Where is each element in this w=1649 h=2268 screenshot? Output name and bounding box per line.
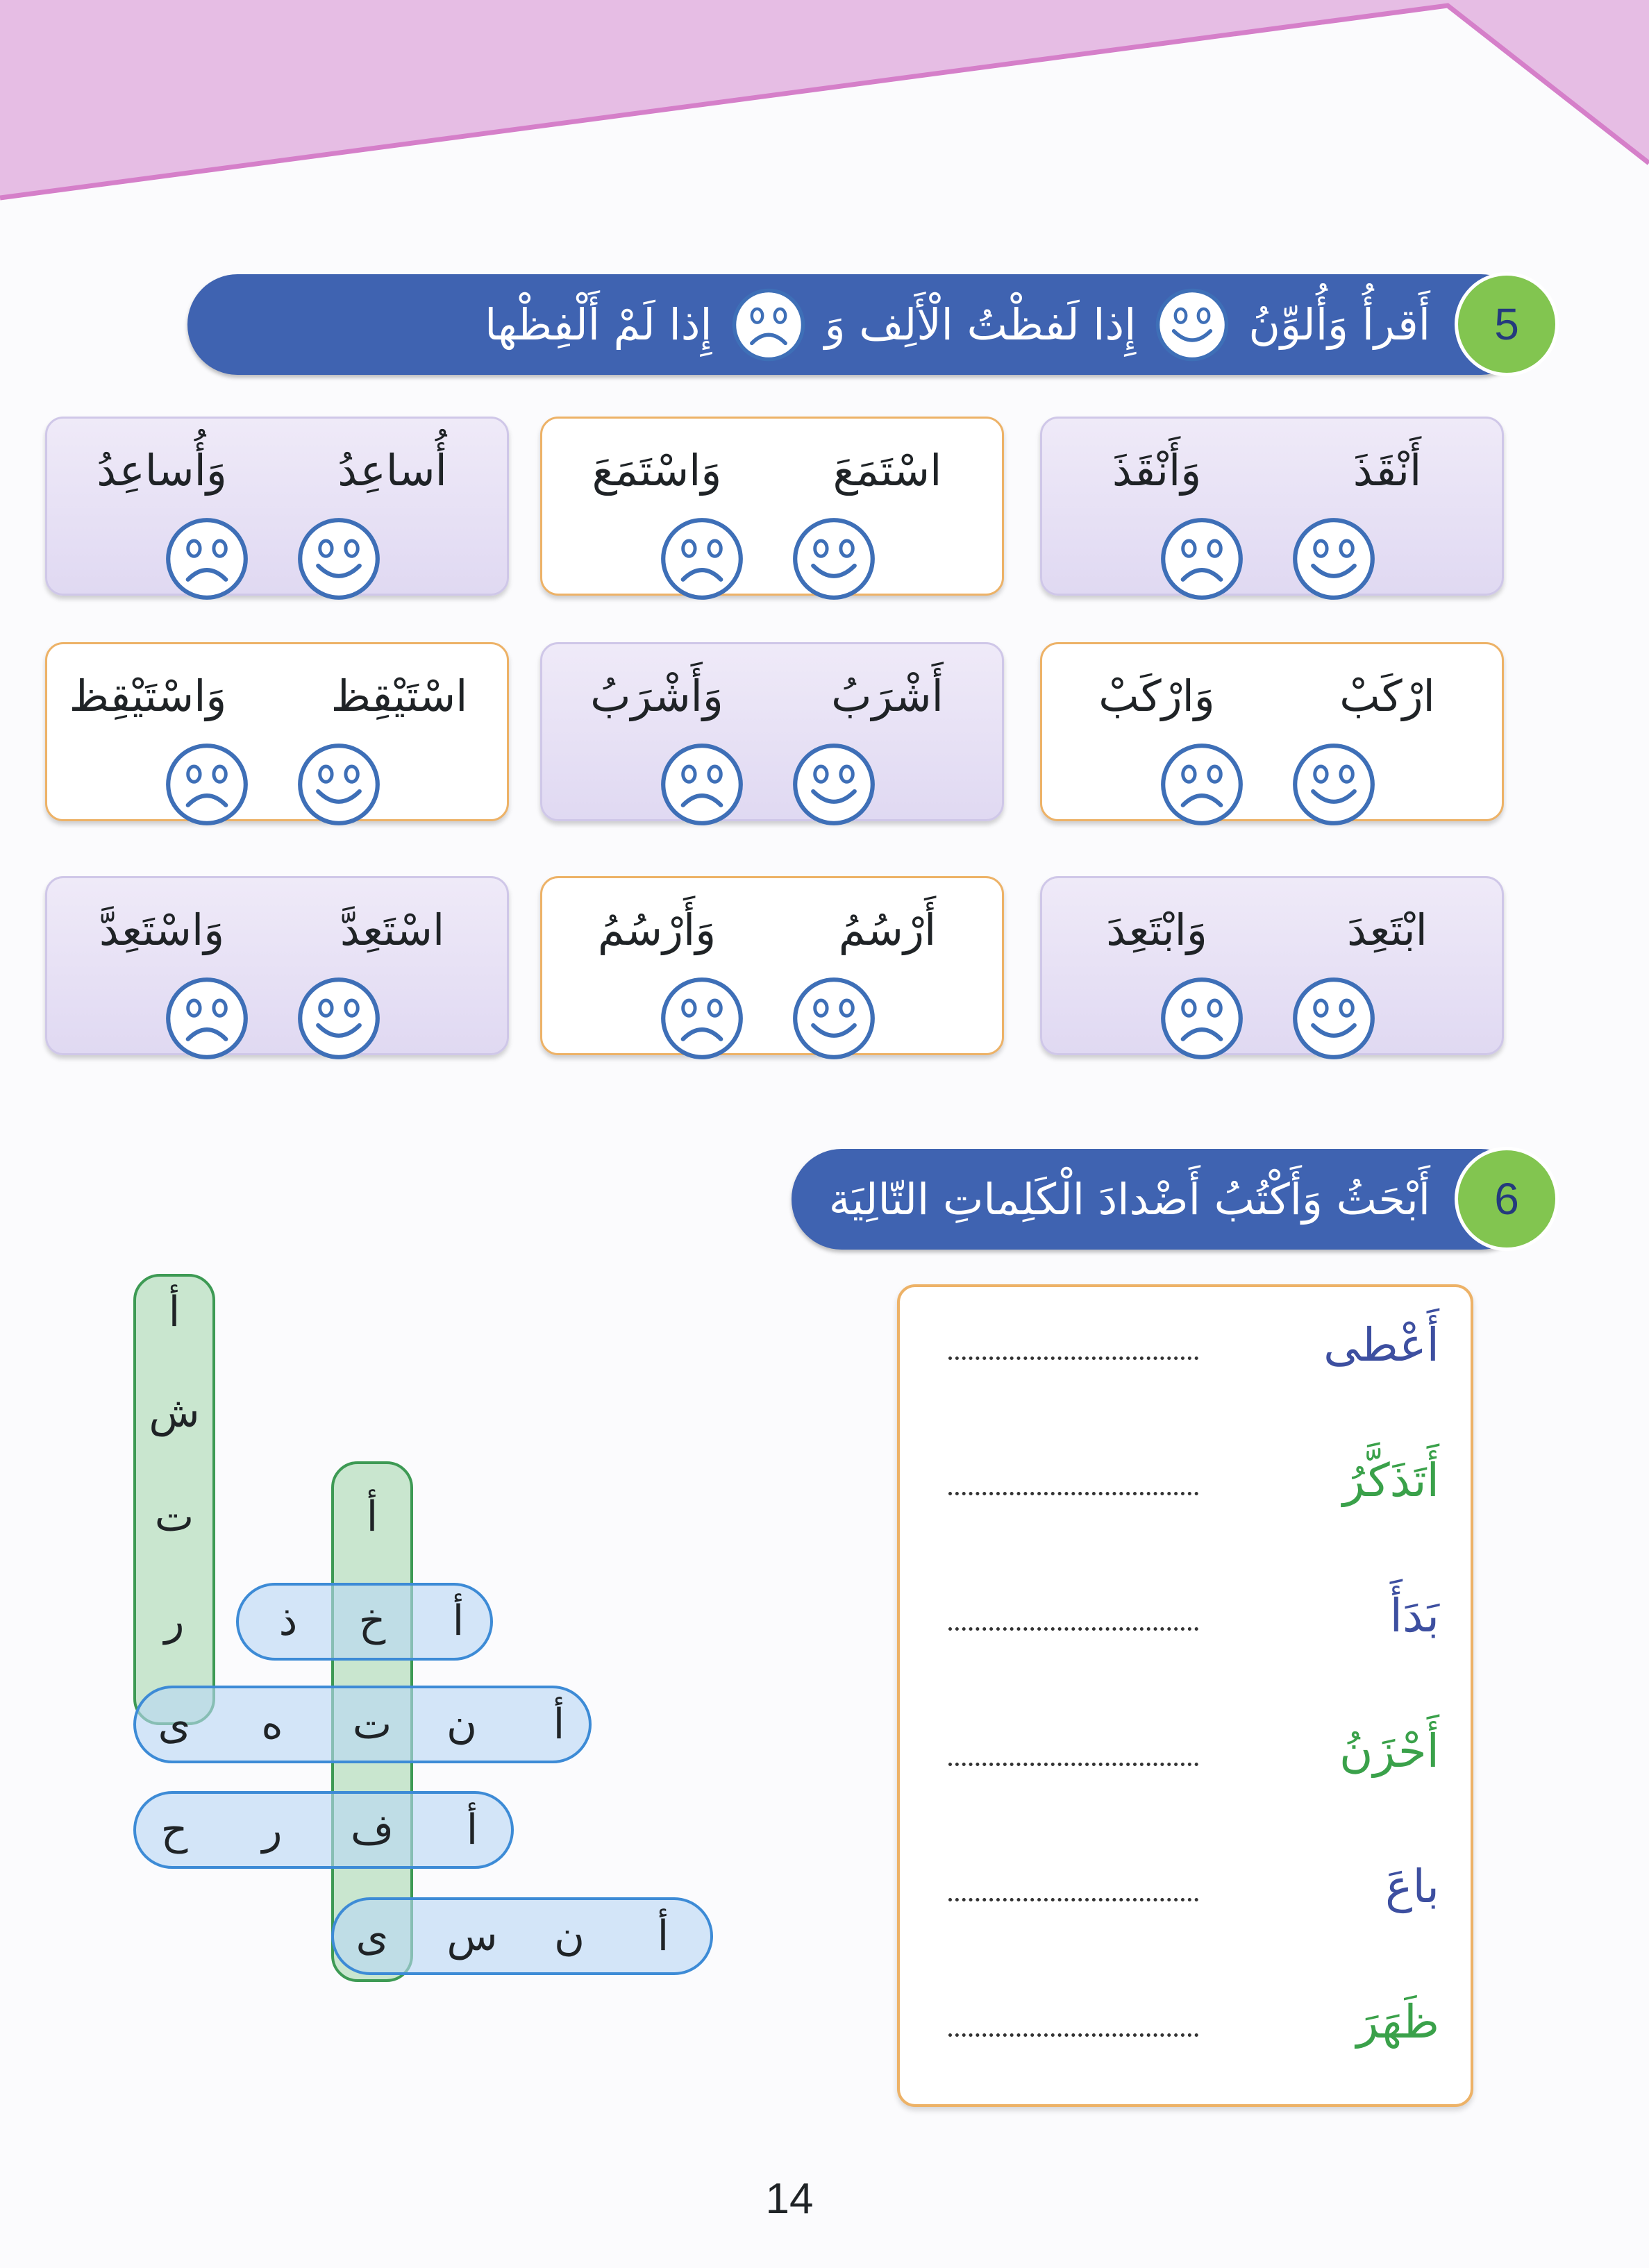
card-word-with-waw: وَابْتَعِدَ (1106, 905, 1207, 955)
section-6-instruction: أَبْحَثُ وَأَكْتُبُ أَضْدادَ الْكَلِماتِ التّالِيَة (828, 1174, 1430, 1225)
grid-letter[interactable]: ى (355, 1912, 389, 1960)
word-card (1040, 417, 1504, 596)
card-word-with-waw: وَأَنْقَذَ (1112, 445, 1202, 496)
opposite-word: ظَهَرَ (1356, 1995, 1439, 2049)
page-corner-decoration (0, 0, 1649, 222)
frowny-face-icon[interactable] (164, 975, 250, 1061)
answer-line[interactable] (948, 1763, 1198, 1766)
card-word: أُساعِدُ (337, 445, 447, 496)
card-word: ارْكَبْ (1339, 671, 1435, 721)
frowny-face-icon[interactable] (659, 741, 745, 828)
grid-letter[interactable]: ح (160, 1806, 188, 1854)
grid-letter[interactable]: ر (262, 1806, 283, 1854)
answer-line[interactable] (948, 1898, 1198, 1901)
page-number: 14 (765, 2175, 814, 2223)
frowny-face-icon (730, 287, 807, 363)
grid-letter[interactable]: أ (657, 1912, 669, 1960)
grid-letter[interactable]: س (446, 1912, 498, 1960)
smiley-face-icon[interactable] (1291, 516, 1377, 602)
opposite-word: أَحْزَنُ (1339, 1724, 1439, 1778)
smiley-face-icon[interactable] (296, 741, 382, 828)
answer-line[interactable] (948, 1356, 1198, 1360)
grid-letter[interactable]: ش (149, 1388, 200, 1437)
card-word-with-waw: وَأَرْسُمُ (597, 905, 717, 955)
grid-letter[interactable]: أ (168, 1288, 181, 1336)
card-word: ابْتَعِدَ (1347, 905, 1428, 955)
word-card (540, 417, 1004, 596)
smiley-face-icon[interactable] (296, 975, 382, 1061)
grid-letter[interactable]: أ (553, 1700, 565, 1749)
card-word-with-waw: وَاسْتَمَعَ (592, 445, 722, 496)
grid-letter[interactable]: ن (553, 1912, 585, 1960)
answer-line[interactable] (948, 1627, 1198, 1631)
card-word: اسْتَمَعَ (832, 445, 942, 496)
grid-letter[interactable]: ى (158, 1700, 191, 1749)
grid-letter[interactable]: ذ (278, 1597, 298, 1645)
word-card (45, 417, 509, 596)
smiley-face-icon (1154, 287, 1230, 363)
opposites-panel (897, 1284, 1473, 2107)
word-card (45, 642, 509, 821)
grid-letter[interactable]: أ (452, 1597, 464, 1645)
answer-line[interactable] (948, 2033, 1198, 2037)
answer-line[interactable] (948, 1492, 1198, 1495)
card-word-with-waw: وَاسْتَيْقِظ (69, 671, 227, 721)
opposite-word: أَعْطى (1323, 1318, 1439, 1372)
opposite-word: بَدَأَ (1389, 1589, 1439, 1643)
instruction-part-2: إِذا لَفظْتُ الْأَلِف وَ (824, 299, 1137, 350)
smiley-face-icon[interactable] (791, 741, 877, 828)
card-word: أَرْسُمُ (838, 905, 937, 955)
grid-letter[interactable]: خ (358, 1597, 386, 1645)
word-card (540, 642, 1004, 821)
section-5-number: 5 (1455, 272, 1559, 376)
word-card (45, 876, 509, 1055)
section-5-instruction (485, 287, 1531, 363)
grid-letter[interactable]: ن (446, 1700, 478, 1749)
grid-letter[interactable]: ر (164, 1597, 185, 1645)
section-6-header (792, 1149, 1531, 1250)
smiley-face-icon[interactable] (1291, 741, 1377, 828)
frowny-face-icon[interactable] (659, 516, 745, 602)
grid-letter[interactable]: أ (466, 1806, 478, 1854)
grid-letter[interactable]: أ (366, 1493, 378, 1541)
opposite-word: أَتَذَكَّرُ (1342, 1454, 1439, 1507)
card-word: اسْتَيْقِظ (330, 671, 468, 721)
smiley-face-icon[interactable] (1291, 975, 1377, 1061)
frowny-face-icon[interactable] (1159, 741, 1245, 828)
word-card (540, 876, 1004, 1055)
smiley-face-icon[interactable] (791, 975, 877, 1061)
section-6-number: 6 (1455, 1147, 1559, 1251)
grid-letter[interactable]: ف (350, 1806, 394, 1854)
smiley-face-icon[interactable] (296, 516, 382, 602)
instruction-part-1: أَقرأُ وَأُلوِّنُ (1248, 299, 1430, 350)
frowny-face-icon[interactable] (1159, 975, 1245, 1061)
instruction-part-3: إِذا لَمْ أَلْفِظْها (485, 299, 712, 350)
frowny-face-icon[interactable] (164, 741, 250, 828)
grid-letter[interactable]: ت (352, 1700, 392, 1749)
word-card (1040, 876, 1504, 1055)
grid-letter[interactable]: ه (261, 1700, 283, 1749)
card-word-with-waw: وَأُساعِدُ (97, 445, 227, 496)
card-word: اسْتَعِدَّ (340, 905, 445, 955)
frowny-face-icon[interactable] (659, 975, 745, 1061)
word-card (1040, 642, 1504, 821)
frowny-face-icon[interactable] (164, 516, 250, 602)
card-word: أَنْقَذَ (1353, 445, 1422, 496)
card-word-with-waw: وَاسْتَعِدَّ (99, 905, 225, 955)
card-word: أَشْرَبُ (831, 671, 944, 721)
opposite-word: باعَ (1385, 1860, 1439, 1913)
smiley-face-icon[interactable] (791, 516, 877, 602)
card-word-with-waw: وَأَشْرَبُ (590, 671, 723, 721)
grid-letter[interactable]: ت (154, 1493, 194, 1541)
section-5-header (187, 274, 1531, 375)
frowny-face-icon[interactable] (1159, 516, 1245, 602)
card-word-with-waw: وَارْكَبْ (1098, 671, 1215, 721)
